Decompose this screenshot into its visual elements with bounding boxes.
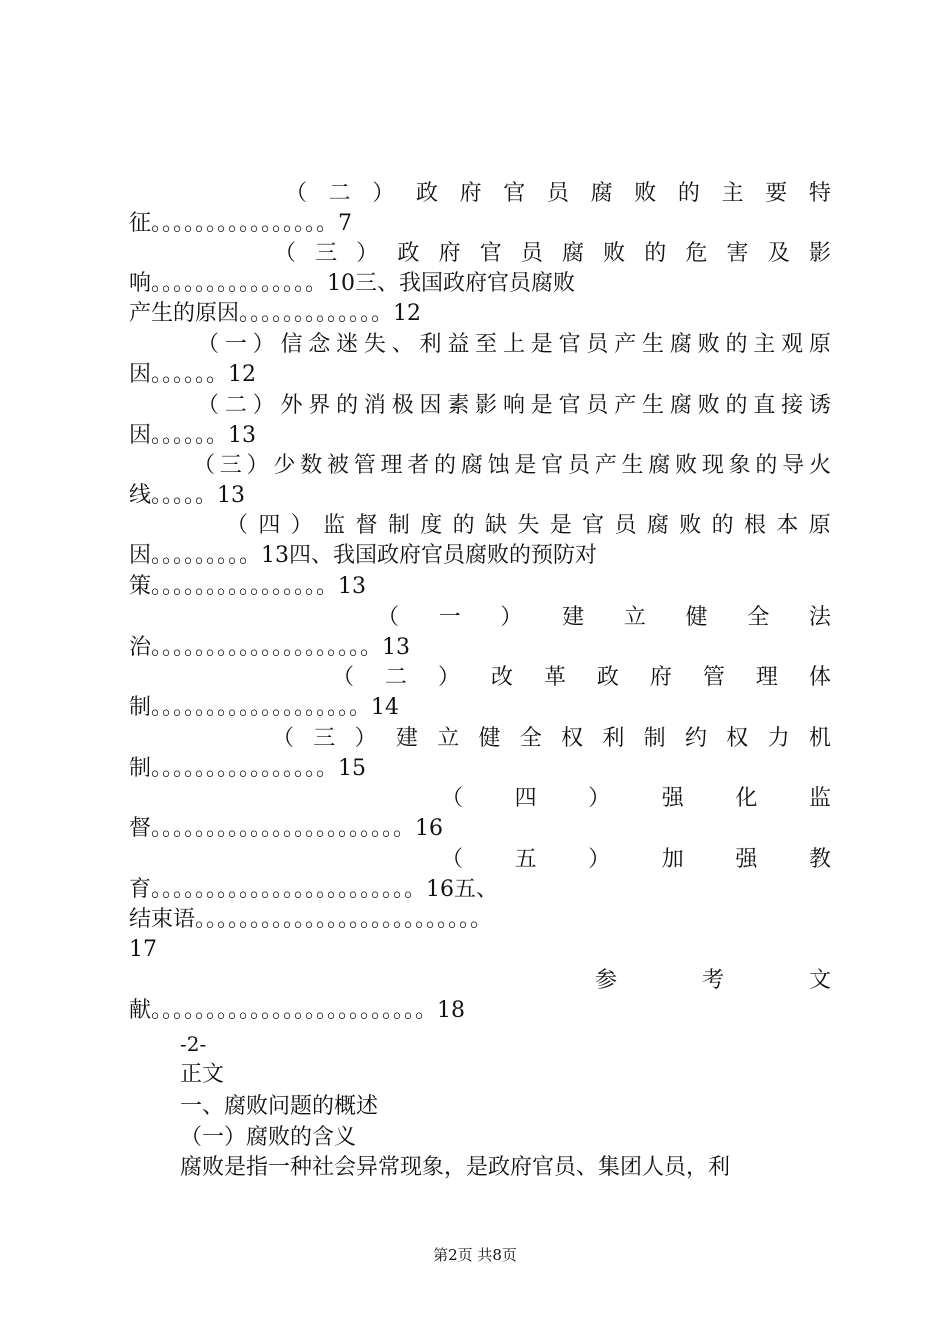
toc-line: 因。。。。。。12 [129, 362, 256, 387]
toc-line: （ 一 ） 信 念 迷 失 、 利 益 至 上 是 官 员 产 生 腐 败 的 主 观 原 [197, 332, 831, 357]
toc-line: （ 二 ） 政 府 官 员 腐 败 的 主 要 特 [285, 181, 831, 206]
toc-line: 策。。。。。。。。。。。。。。。。13 [129, 574, 366, 599]
toc-line: 献。。。。。。。。。。。。。。。。。。。。。。。。。18 [129, 998, 465, 1023]
toc-line: （ 五 ） 加 强 教 [441, 847, 831, 872]
toc-line: （ 二 ） 改 革 政 府 管 理 体 [332, 665, 831, 690]
body-paragraph: 腐败是指一种社会异常现象，是政府官员、集团人员，利 [180, 1155, 731, 1180]
toc-line: （ 四 ） 强 化 监 [441, 786, 831, 811]
toc-line: 制。。。。。。。。。。。。。。。。15 [129, 756, 366, 781]
page-footer: 第2页 共8页 [433, 1246, 517, 1264]
toc-line: 参 考 文 [595, 968, 831, 993]
main-heading: 正文 [180, 1062, 225, 1087]
page-mark: -2- [180, 1032, 207, 1056]
toc-line: 产生的原因。。。。。。。。。。。。。12 [129, 301, 421, 326]
toc-line: 结束语。。。。。。。。。。。。。。。。。。。。。。。。。。 [129, 907, 493, 932]
toc-line: （ 三 ） 政 府 官 员 腐 败 的 危 害 及 影 [274, 241, 831, 266]
toc-line: 因。。。。。。。。。13四、我国政府官员腐败的预防对 [129, 543, 597, 568]
toc-line: 育。。。。。。。。。。。。。。。。。。。。。。。。16五、 [129, 877, 498, 902]
subsection-heading: （一）腐败的含义 [180, 1125, 357, 1150]
toc-line: 17 [129, 937, 157, 962]
toc-line: 督。。。。。。。。。。。。。。。。。。。。。。。16 [129, 816, 443, 841]
toc-line: 线。。。。。13 [129, 483, 245, 508]
toc-line: 响。。。。。。。。。。。。。。。10三、我国政府官员腐败 [129, 271, 575, 296]
toc-line: （ 三 ） 建 立 健 全 权 利 制 约 权 力 机 [272, 726, 831, 751]
toc-line: 治。。。。。。。。。。。。。。。。。。。。13 [129, 635, 410, 660]
toc-line: （ 四 ） 监 督 制 度 的 缺 失 是 官 员 腐 败 的 根 本 原 [226, 513, 831, 538]
section-heading: 一、腐败问题的概述 [180, 1094, 379, 1119]
toc-line: 征。。。。。。。。。。。。。。。。7 [129, 211, 352, 236]
toc-line: 因。。。。。。13 [129, 423, 256, 448]
toc-line: （ 一 ） 建 立 健 全 法 [377, 605, 831, 630]
toc-line: 制。。。。。。。。。。。。。。。。。。。14 [129, 695, 399, 720]
toc-line: （ 三 ） 少 数 被 管 理 者 的 腐 蚀 是 官 员 产 生 腐 败 现 象 的 导 火 [193, 453, 831, 478]
toc-line: （ 二 ） 外 界 的 消 极 因 素 影 响 是 官 员 产 生 腐 败 的 直 接 诱 [197, 393, 831, 418]
